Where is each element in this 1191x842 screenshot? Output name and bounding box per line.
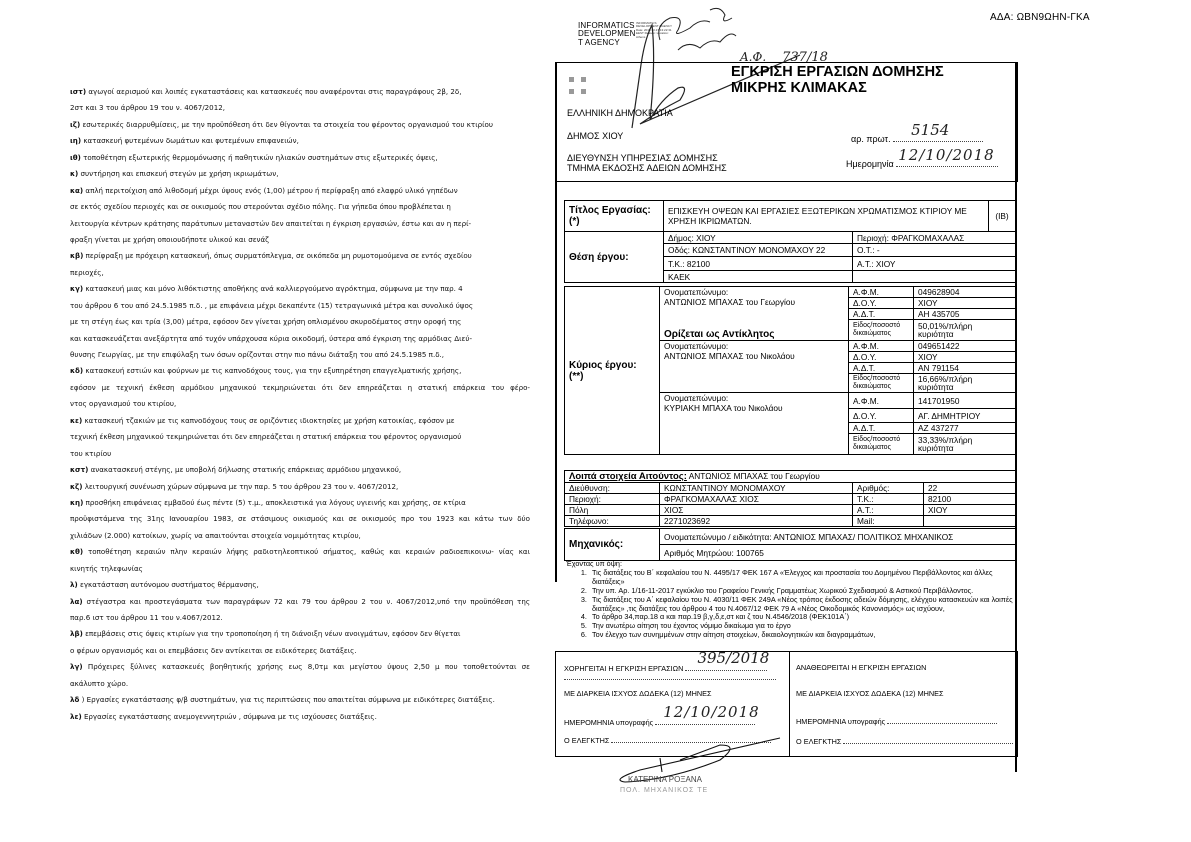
signatory-name: ΚΑΤΕΡΙΝΑ ΡΟΞΑΝΑ: [628, 775, 702, 784]
engineer-table: [564, 528, 1016, 561]
clause-marker: κδ): [70, 366, 84, 376]
revised-inspector-row: [796, 737, 1013, 746]
right-type-label: Είδος/ποσοστό δικαιώματος: [849, 320, 914, 341]
consideration-item: 6. Τον έλεγχο των συνημμένων στην αίτηση στοιχείων, δικαιολογητικών και διαγραμμάτων,: [589, 631, 1026, 640]
republic-label: ΕΛΛΗΝΙΚΗ ΔΗΜΟΚΡΑΤΙΑ: [567, 108, 673, 118]
consideration-item: 4. Το άρθρο 34,παρ.18 α και παρ.19 β,γ,δ,ε,στ και ζ του Ν.4546/2018 (ΦΕΚ101Α΄): [589, 613, 1026, 622]
document-title: ΕΓΚΡΙΣΗ ΕΡΓΑΣΙΩΝ ΔΟΜΗΣΗΣ: [731, 64, 944, 80]
clause-text: τοποθέτηση εξωτερικής θερμομόνωσης ή παθητικών ηλιακών συστημάτων στις εξωτερικές όψεις,: [80, 152, 438, 162]
clause-marker: κζ): [70, 481, 83, 491]
date-value: 12/10/2018: [898, 146, 995, 164]
owner-name-label: Ονοματεπώνυμο:: [664, 287, 729, 297]
clause-text: ) Εργασίες εγκατάστασης φ/β συστημάτων, για τις περιπτώσεις που απαιτείται σύμφωνα με ειδικότερες διατάξεις.: [79, 695, 495, 705]
clause-text: περίφραξη με πρόχειρη κατασκευή, όπως συρματόπλεγμα, σε οικόπεδα μη ρυμοτομούμενα σε εντός σχεδίου: [83, 251, 472, 261]
owner-field-label: Α.Φ.Μ.: [849, 287, 914, 298]
clause-marker: κε): [70, 415, 83, 425]
clause-text: προϋφιστάμενα της 31ης Ιανουαρίου 1983, σε στάσιμους οικισμούς και σε οικισμούς προ του 1923 και κάτω των δύο: [70, 514, 530, 524]
clause-text: λειτουργική συνένωση χώρων σύμφωνα με την παρ. 5 του άρθρου 23 του ν. 4067/2012,: [82, 481, 399, 491]
consideration-item: 2. Την υπ. Αρ. 1/16-11-2017 εγκύκλιο του Γραφείου Γενικής Γραμματέως Χωρικού Σχεδιασμού & Αστικού Περιβάλλοντος.: [589, 587, 1026, 596]
clause-marker: κβ): [70, 251, 84, 261]
granted-label: ΧΟΡΗΓΕΙΤΑΙ Η ΕΓΚΡΙΣΗ ΕΡΓΑΣΙΩΝ: [564, 664, 684, 673]
dotted-line: [564, 679, 776, 680]
owner-name-label: Ονοματεπώνυμο:: [664, 341, 729, 351]
location-label: Θέση έργου:: [565, 232, 664, 283]
clause-text: με τη στέγη έως και τρία (3,00) μέτρα, εφόσον δεν γίνεται χρήση οπλισμένου σκυροδέματος στην οροφή της: [70, 317, 462, 327]
owners-table: [564, 286, 1016, 455]
left-text-line: [70, 544, 530, 560]
granted-duration: ΜΕ ΔΙΑΡΚΕΙΑ ΙΣΧΥΟΣ ΔΩΔΕΚΑ (12) ΜΗΝΕΣ: [564, 689, 712, 698]
left-text-line: [70, 331, 530, 347]
clause-marker: κα): [70, 185, 84, 195]
left-text-line: [70, 528, 530, 544]
owner-field-label: Α.Δ.Τ.: [849, 309, 914, 320]
clause-text: στέγαστρα και προστεγάσματα των παραγράφων 72 και 79 του άρθρου 2 του ν. 4067/2012,υπό την προϋπόθεση της: [82, 596, 530, 606]
right-type-label: Είδος/ποσοστό δικαιώματος: [849, 434, 914, 455]
left-text-line: [70, 643, 530, 659]
left-text-line: [70, 495, 530, 511]
clause-text: εγκατάσταση αυτόνομου συστήματος θέρμανσης,: [77, 580, 259, 590]
address-label: Διεύθυνση:: [565, 483, 660, 494]
left-text-line: [70, 462, 530, 478]
revised-inspector-label: Ο ΕΛΕΓΚΤΗΣ: [796, 737, 842, 746]
clause-text: χιλιάδων (2.000) κατοίκων, χωρίς να απαιτούνται στοιχεία νομιμότητας κτιρίου,: [70, 530, 361, 540]
left-text-line: [70, 84, 530, 100]
clause-text: τεχνική έκθεση μηχανικού τεκμηριώνεται ότι δεν επηρεάζεται η στατική επάρκεια του φέροντος οργανισμού: [70, 432, 462, 442]
clause-text: συντήρηση και επισκευή στεγών με χρήση ικριωμάτων,: [78, 169, 279, 179]
left-text-line: [70, 610, 530, 626]
consideration-item: 3. Τις διατάξεις του Α΄ κεφαλαίου του Ν. 4030/11 ΦΕΚ 249Α «Νέος τρόπος έκδοσης αδειών δόμησης, ελέγχου κατασκευών και λοιπές διατάξεις» ,τις διατάξεις του άρθρου 4 του Ν.4067/12 ΦΕΚ 79 Α «Νέος Οικοδομικός Κανονισμός» ως ισχύουν,: [589, 596, 1026, 614]
left-text-line: [70, 577, 530, 593]
clause-text: ανακατασκευή στέγης, με υποβολή δήλωσης στατικής επάρκειας αρμόδιου μηχανικού,: [88, 465, 402, 475]
clause-text: 2στ και 3 του άρθρου 19 του ν. 4067/2012,: [70, 103, 225, 113]
right-type-value: 33,33%/πλήρη κυριότητα: [914, 434, 1016, 455]
clause-text: εσωτερικές διαρρυθμίσεις, με την προϋπόθεση ότι δεν θίγονται τα στοιχεία του φέροντος οργανισμού του κτιρίου: [80, 119, 493, 129]
owner-field-value: ΑΓ. ΔΗΜΗΤΡΙΟΥ: [914, 409, 1016, 423]
left-text-line: [70, 380, 530, 396]
location-street: Οδός: ΚΩΝΣΤΑΝΤΙΝΟΥ ΜΟΝΟΜΆΧΟΥ 22: [664, 244, 853, 257]
agency-stamp-line: INFORMATICS: [578, 21, 635, 30]
engineer-name: Ονοματεπώνυμο / ειδικότητα: ΑΝΤΩΝΙΟΣ ΜΠΑΧΑΣ/ ΠΟΛΙΤΙΚΟΣ ΜΗΧΑΝΙΚΟΣ: [660, 529, 1016, 545]
clause-marker: λα): [70, 596, 83, 606]
left-text-line: [70, 692, 530, 708]
clause-text: επεμβάσεις στις όψεις κτιρίων για την τροποποίηση ή τη διάνοιξη νέων ανοιγμάτων, εφόσον δεν θίγεται: [82, 629, 461, 639]
at-value: ΧΙΟΥ: [924, 505, 1016, 516]
clause-text: κατασκευή τζακιών με τις καπνοδόχους τους σε οριζόντιες ιδιοκτησίες με χρήση κατοικίας, εφόσον με: [82, 415, 455, 425]
clause-marker: κη): [70, 497, 84, 507]
phone-label: Τηλέφωνο:: [565, 516, 660, 527]
number-value: 22: [924, 483, 1016, 494]
left-text-line: [70, 232, 530, 248]
clause-marker: ιζ): [70, 119, 81, 129]
clause-text: Πρόχειρες ξύλινες κατασκευές βοηθητικής χρήσης εως 8,0τμ και μεγίστου ύψους 2,50 μ που τοποθετούνται σε: [82, 662, 530, 672]
owner-field-label: Α.Φ.Μ.: [849, 341, 914, 352]
location-at: Α.Τ.: ΧΙΟΥ: [853, 257, 1016, 271]
at-label: Α.Τ.:: [853, 505, 924, 516]
left-text-line: [70, 626, 530, 642]
clause-text: εφόσον με τεχνική έκθεση αρμόδιου μηχανικού τεκμηριώνεται ότι δεν επηρεάζεται η στατική επάρκεια του φέρο-: [70, 382, 530, 392]
owner-field-value: 049628904: [914, 287, 1016, 298]
considerations-list: [566, 569, 1026, 640]
sign-date-label: ΗΜΕΡΟΜΗΝΙΑ υπογραφής: [564, 718, 654, 727]
work-title-value: ΕΠΙΣΚΕΥΗ ΟΨΕΩΝ ΚΑΙ ΕΡΓΑΣΙΕΣ ΕΞΩΤΕΡΙΚΩΝ ΧΡΩΜΑΤΙΣΜΟΣ ΚΤΙΡΙΟΥ ΜΕ ΧΡΗΣΗ ΙΚΡΙΩΜΑΤΩΝ.: [664, 201, 989, 232]
signatory-title: ΠΟΛ. ΜΗΧΑΝΙΚΟΣ ΤΕ: [620, 787, 709, 794]
owner-name: ΑΝΤΩΝΙΟΣ ΜΠΑΧΑΣ του Γεωργίου: [664, 297, 795, 307]
left-text-line: [70, 248, 530, 264]
af-number: 737/18: [782, 50, 828, 65]
directorate-name: ΔΙΕΥΘΥΝΣΗ ΥΠΗΡΕΣΙΑΣ ΔΟΜΗΣΗΣ: [567, 153, 718, 163]
clause-marker: κθ): [70, 547, 84, 557]
clause-text: αγωγοί αερισμού και λοιπές εγκαταστάσεις και κατασκευές που αναφέρονται στις παραγράφους 2β, 2δ,: [86, 87, 462, 96]
revised-label: ΑΝΑΘΕΩΡΕΙΤΑΙ Η ΕΓΚΡΙΣΗ ΕΡΓΑΣΙΩΝ: [796, 663, 927, 672]
left-text-line: [70, 183, 530, 199]
digital-signature-info: INFORMATICS DEVELOPMENT AGENCY Date: 2018.10.17 13:22:31 EEST Reason: Location: Athens: [636, 21, 672, 39]
left-text-line: [70, 347, 530, 363]
city-label: Πόλη: [565, 505, 660, 516]
clause-marker: λγ): [70, 662, 83, 672]
owner-field-label: Δ.Ο.Υ.: [849, 409, 914, 423]
left-text-line: [70, 511, 530, 527]
considerations: [566, 560, 1026, 640]
left-text-line: [70, 446, 530, 462]
left-text-line: [70, 199, 530, 215]
area-value: ΦΡΑΓΚΟΜΑΧΑΛΑΣ ΧΙΟΣ: [660, 494, 853, 505]
considerations-intro: Έχοντας υπ όψη:: [566, 559, 623, 568]
clause-text: θυνσης Γεωργίας, με την επιφύλαξη των όσων ορίζονται στην πιο πάνω διάταξη του από 24.5.1985 π.δ.,: [70, 350, 445, 359]
clause-marker: ιθ): [70, 152, 81, 162]
left-text-line: [70, 216, 530, 232]
consideration-item: 1. Τις διατάξεις του Β΄ κεφαλαίου του Ν. 4495/17 ΦΕΚ 167 Α «Έλεγχος και προστασία του Δομημένου Περιβάλλοντος και άλλες διατάξεις»: [589, 569, 1026, 587]
owner-name: ΑΝΤΩΝΙΟΣ ΜΠΑΧΑΣ του Νικολάου: [664, 351, 795, 361]
page-frame-left: [555, 62, 557, 582]
owner-field-value: ΑΝ 791154: [914, 363, 1016, 374]
clause-text: κατασκευή φυτεμένων δωμάτων και φυτεμένων επιφανειών,: [81, 136, 299, 146]
agency-stamp-line: DEVELOPMEN: [578, 29, 636, 39]
mail-value: [924, 516, 1016, 527]
owner-field-label: Α.Δ.Τ.: [849, 423, 914, 434]
agency-stamp-line: T AGENCY: [578, 37, 620, 47]
clause-marker: κ): [70, 169, 79, 179]
granted-value: 395/2018: [697, 649, 770, 667]
left-text-line: [70, 314, 530, 330]
owner-field-label: Α.Φ.Μ.: [849, 393, 914, 409]
clause-marker: κστ): [70, 465, 89, 475]
directorate-label: [567, 153, 727, 173]
emblem-icon: [581, 89, 586, 94]
applicant-table: [564, 470, 1016, 527]
left-text-line: [70, 150, 530, 166]
protocol-number: [851, 121, 983, 144]
owner-field-label: Δ.Ο.Υ.: [849, 352, 914, 363]
clause-text: κατασκευή μιας και μόνο λιθόκτιστης αποθήκης ανά καλλιεργούμενο αγρόκτημα, σύμφωνα με την παρ. 4: [83, 284, 463, 294]
location-postcode: Τ.Κ.: 82100: [664, 257, 853, 271]
phone-value: 2271023692: [660, 516, 853, 527]
revised-sign-date: [796, 717, 997, 726]
owner-name-cell: [660, 341, 849, 393]
left-text-line: [70, 676, 530, 692]
clause-marker: λ): [70, 580, 78, 590]
clause-marker: λδ: [70, 695, 80, 705]
owner-field-value: ΧΙΟΥ: [914, 298, 1016, 309]
clause-text: απλή περιτοίχιση από λιθοδομή μέχρι ύψους ενός (1,00) μέτρου ή περίφραξη από ελαφρύ υλικό γηπέδων: [83, 185, 458, 195]
work-title-label: Τίτλος Εργασίας: (*): [565, 201, 664, 232]
left-text-line: [70, 413, 530, 429]
engineer-registry: Αριθμός Μητρώου: 100765: [660, 545, 1016, 561]
city-value: ΧΙΟΣ: [660, 505, 853, 516]
clause-text: παρ.6 ιστ του άρθρου 11 του ν.4067/2012.: [70, 613, 223, 622]
clause-marker: κγ): [70, 284, 84, 294]
clause-text: λειτουργία κέντρων κράτησης παράτυπων μεταναστών δεν απαιτείται η έγκριση εργασιών, έστω και αν η περί-: [70, 218, 472, 228]
left-text-line: [70, 709, 530, 725]
emblem-icon: [581, 77, 586, 82]
owner-name-cell: [660, 287, 849, 341]
clause-text: του άρθρου 6 του από 24.5.1985 π.δ. , με επιφάνεια μέχρι δεκαπέντε (15) τετραγωνικά μέτρα και συνολικό ύψος: [70, 300, 473, 310]
clause-marker: λβ): [70, 629, 83, 639]
municipality-label: ΔΗΜΟΣ ΧΙΟΥ: [567, 131, 624, 141]
owner-field-value: ΑΗ 435705: [914, 309, 1016, 320]
ada-code: ΑΔΑ: ΩΒΝ9ΩΗΝ-ΓΚΑ: [990, 12, 1090, 23]
left-text-line: [70, 429, 530, 445]
clause-text: τοποθέτηση κεραιών πλην κεραιών λήψης ραδιοτηλεοπτικού σήματος, καθώς και κεραιών ραδιοεπικοινω- νίας και: [83, 547, 530, 557]
owner-label: Κύριος έργου: (**): [565, 287, 660, 455]
department-name: ΤΜΗΜΑ ΕΚΔΟΣΗΣ ΑΔΕΙΩΝ ΔΟΜΗΣΗΣ: [567, 163, 727, 173]
clause-text: ακάλυπτο χώρο.: [70, 678, 129, 688]
work-category: (ΙΒ): [989, 201, 1016, 232]
postcode-label: Τ.Κ.:: [853, 494, 924, 505]
owner-row: [565, 287, 1016, 298]
clause-text: Εργασίες εγκατάστασης ανεμογεννητριών , σύμφωνα με τις ισχύουσες διατάξεις.: [81, 711, 377, 721]
consideration-item: 5. Την ανωτέρω αίτηση του έχοντος νόμιμο δικαίωμα για το έργο: [589, 622, 1026, 631]
revised-sign-date-label: ΗΜΕΡΟΜΗΝΙΑ υπογραφής: [796, 717, 886, 726]
owner-field-value: 049651422: [914, 341, 1016, 352]
protocol-value: 5154: [911, 121, 950, 139]
left-column-text: [70, 84, 530, 725]
emblem-icon: [569, 89, 574, 94]
location-ot: Ο.Τ.: -: [853, 244, 1016, 257]
inspector-label: Ο ΕΛΕΓΚΤΗΣ: [564, 736, 610, 745]
revised-duration: ΜΕ ΔΙΑΡΚΕΙΑ ΙΣΧΥΟΣ ΔΩΔΕΚΑ (12) ΜΗΝΕΣ: [796, 689, 944, 698]
owner-name: ΚΥΡΙΑΚΗ ΜΠΑΧΑ του Νικολάου: [664, 403, 783, 413]
left-text-line: [70, 659, 530, 675]
clause-text: ντος οργανισμού του κτιρίου,: [70, 399, 177, 409]
clause-marker: λε): [70, 711, 82, 721]
left-text-line: [70, 363, 530, 379]
clause-text: κατασκευή εστιών και φούρνων με τις καπνοδόχους τους, για την εξυπηρέτηση επαγγελματικής χρήσης,: [83, 366, 462, 376]
left-text-line: [70, 281, 530, 297]
representative-label: Ορίζεται ως Αντίκλητος: [664, 329, 775, 340]
clause-text: σε εκτός σχεδίου περιοχές και σε οικισμούς που στερούνται σχέδιο πόλης. Για γήπεδα όπου προβλέπεται η: [70, 202, 451, 212]
date-label: Ημερομηνία: [846, 159, 894, 169]
clause-text: κινητής τηλεφωνίας: [70, 563, 143, 573]
applicant-label: Λοιπά στοιχεία Αιτούντος:: [569, 471, 687, 482]
clause-text: περιοχές,: [70, 267, 104, 277]
protocol-date: [846, 146, 998, 169]
left-text-line: [70, 100, 530, 116]
emblem-icon: [569, 77, 574, 82]
clause-text: φραξη γίνεται με χρήση οποιουδήποτε υλικού και σενάζ: [70, 234, 270, 244]
owner-name-label: Ονοματεπώνυμο:: [664, 393, 729, 403]
left-text-line: [70, 298, 530, 314]
number-label: Αριθμός:: [853, 483, 924, 494]
owner-name-cell: [660, 393, 849, 455]
left-text-line: [70, 117, 530, 133]
sign-date-value: 12/10/2018: [663, 703, 760, 721]
clause-marker: ιστ): [70, 87, 87, 96]
postcode-value: 82100: [924, 494, 1016, 505]
left-text-line: [70, 265, 530, 281]
owner-field-label: Δ.Ο.Υ.: [849, 298, 914, 309]
address-value: ΚΩΝΣΤΑΝΤΙΝΟΥ ΜΟΝΟΜΑΧΟΥ: [660, 483, 853, 494]
clause-text: του κτιρίου: [70, 448, 112, 458]
protocol-label: αρ. πρωτ.: [851, 134, 891, 144]
area-label: Περιοχή:: [565, 494, 660, 505]
af-label: Α.Φ.: [740, 50, 767, 64]
owner-field-value: 141701950: [914, 393, 1016, 409]
granted-row: [564, 649, 770, 673]
location-area: Περιοχή: ΦΡΑΓΚΟΜΑΧΑΛΑΣ: [853, 232, 1016, 244]
right-type-value: 16,66%/πλήρη κυριότητα: [914, 374, 1016, 393]
location-municipality: Δήμος: ΧΙΟΥ: [664, 232, 853, 244]
applicant-name: ΑΝΤΩΝΙΟΣ ΜΠΑΧΑΣ του Γεωργίου: [688, 471, 820, 481]
owner-field-value: ΑΖ 437277: [914, 423, 1016, 434]
clause-text: προσθήκη επιφάνειας εμβαδού έως πέντε (5) τ.μ., αποκλειστικά για λόγους υγιεινής και χρήσης, σε κτίρια: [83, 497, 466, 507]
clause-text: και κατασκευάζεται ανεξάρτητα από τυχόν υπάρχουσα κύρια οικοδομή, ύστερα από έγκριση της αρμόδιας Διεύ-: [70, 333, 473, 343]
owner-field-label: Α.Δ.Τ.: [849, 363, 914, 374]
clause-text: ο φέρων οργανισμός και οι επεμβάσεις δεν αντίκειται σε ειδικότερες διατάξεις.: [70, 645, 357, 655]
applicant-header: [565, 471, 1016, 483]
left-text-line: [70, 561, 530, 577]
location-kaek: ΚΑΕΚ: [664, 271, 853, 283]
document-subtitle: ΜΙΚΡΗΣ ΚΛΙΜΑΚΑΣ: [731, 80, 867, 96]
right-type-value: 50,01%/πλήρη κυριότητα: [914, 320, 1016, 341]
right-type-label: Είδος/ποσοστό δικαιώματος: [849, 374, 914, 393]
engineer-label: Μηχανικός:: [565, 529, 660, 561]
left-text-line: [70, 594, 530, 610]
owner-field-value: ΧΙΟΥ: [914, 352, 1016, 363]
location-table: [564, 231, 1016, 283]
work-title-table: [564, 200, 1016, 232]
left-text-line: [70, 396, 530, 412]
mail-label: Mail:: [853, 516, 924, 527]
left-text-line: [70, 166, 530, 182]
granted-sign-date: [564, 703, 760, 727]
clause-marker: ιη): [70, 136, 82, 146]
left-text-line: [70, 133, 530, 149]
left-text-line: [70, 479, 530, 495]
